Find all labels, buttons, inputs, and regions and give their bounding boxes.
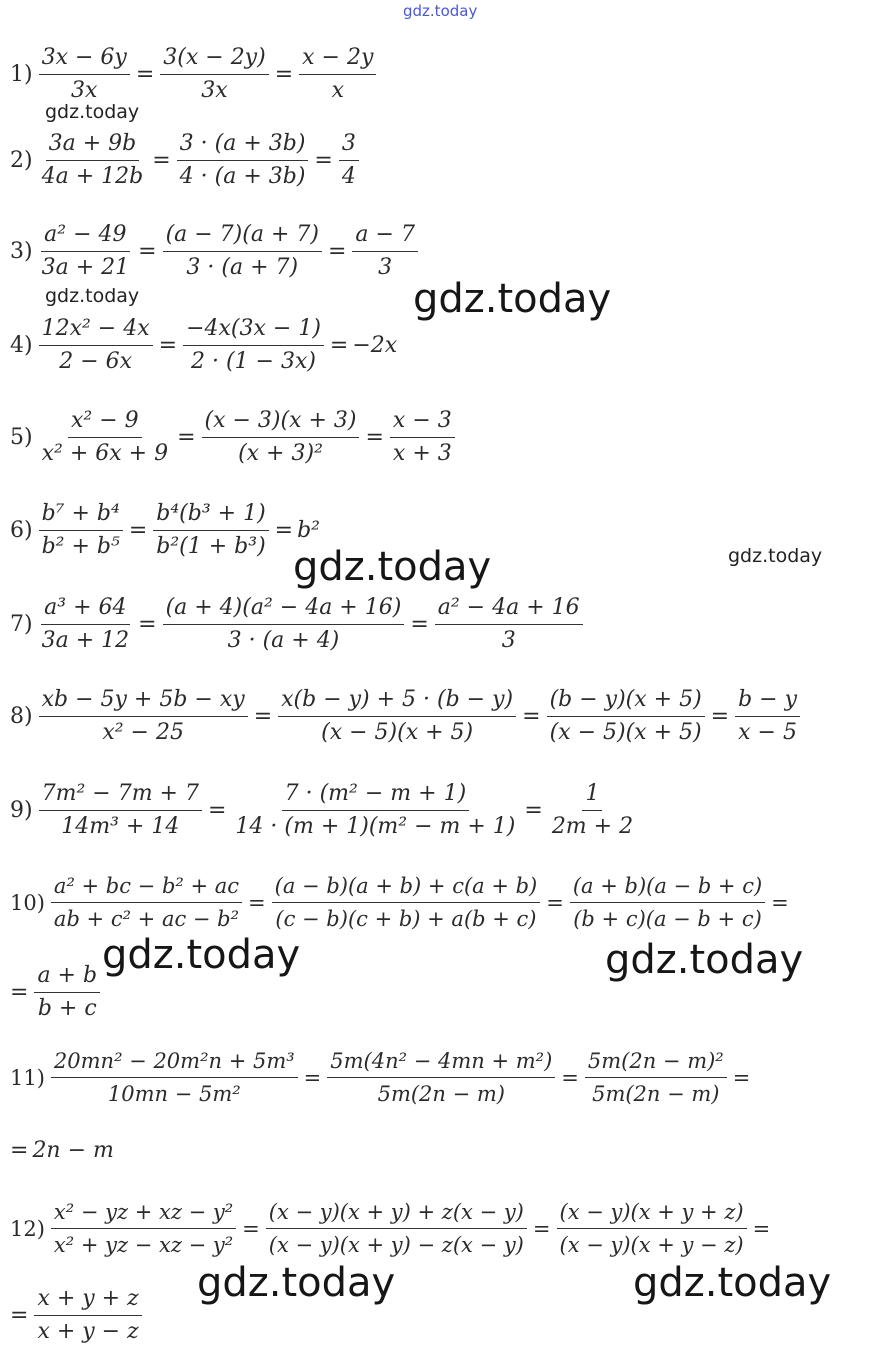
equals-sign: = (207, 798, 227, 823)
equals-sign: = (329, 333, 349, 358)
fraction (547, 684, 705, 749)
problem-11-continuation (10, 1138, 114, 1163)
denominator: 4 (341, 164, 356, 189)
denominator: 4 · (a + 3b) (179, 164, 306, 189)
equals-sign: = (128, 518, 148, 543)
numerator: b⁴(b³ + 1) (153, 498, 268, 531)
equals-sign: = (274, 518, 294, 543)
numerator: (x − y)(x + y + z) (557, 1196, 747, 1229)
fraction (39, 405, 171, 470)
fraction (390, 405, 455, 470)
equals-sign: = (710, 704, 730, 729)
numerator: (a − b)(a + b) + c(a + b) (272, 870, 541, 903)
equals-sign: = (138, 239, 157, 264)
result: b² (297, 518, 320, 543)
fraction (183, 313, 324, 378)
denominator: 4a + 12b (41, 164, 144, 189)
denominator: (c − b)(c + b) + a(b + c) (275, 907, 537, 931)
denominator: x + 3 (392, 441, 452, 466)
fraction (51, 1045, 298, 1110)
denominator: b² + b⁵ (41, 534, 120, 559)
problem-number: 5) (10, 425, 33, 450)
numerator: x − 3 (390, 405, 455, 438)
problem-6 (10, 498, 320, 563)
numerator: (x − y)(x + y) + z(x − y) (266, 1196, 527, 1229)
fraction (51, 1196, 236, 1261)
equals-sign: = (732, 1065, 751, 1090)
denominator: (x − y)(x + y) − z(x − y) (268, 1233, 524, 1257)
numerator: a + b (34, 960, 100, 993)
numerator: 3a + 9b (46, 128, 140, 161)
denominator: b + c (37, 996, 97, 1021)
denominator: (x − y)(x + y − z) (559, 1233, 744, 1257)
problem-3 (10, 219, 420, 284)
numerator: b⁷ + b⁴ (39, 498, 123, 531)
numerator: 3 · (a + 3b) (177, 128, 309, 161)
equals-sign: = (532, 1216, 551, 1241)
fraction (39, 592, 133, 657)
fraction (232, 778, 518, 843)
fraction (549, 778, 636, 843)
denominator: 3 (378, 255, 393, 280)
fraction (39, 498, 123, 563)
fraction (163, 592, 405, 657)
numerator: (x − 3)(x + 3) (202, 405, 360, 438)
numerator: x² − yz + xz − y² (51, 1196, 236, 1229)
numerator: (a + 4)(a² − 4a + 16) (163, 592, 405, 625)
fraction (39, 778, 202, 843)
denominator: x − 5 (738, 720, 797, 745)
problem-number: 3) (10, 239, 33, 264)
problem-number: 2) (10, 148, 33, 173)
result: −2x (352, 333, 398, 358)
denominator: 3x (201, 78, 228, 103)
equals-sign: = (135, 62, 155, 87)
equals-sign: = (522, 704, 541, 729)
denominator: 3 · (a + 4) (227, 628, 340, 653)
fraction (163, 219, 322, 284)
problem-5 (10, 405, 457, 470)
watermark-large: gdz.today (413, 276, 612, 322)
fraction (435, 592, 583, 657)
fraction (735, 684, 800, 749)
denominator: (b + c)(a − b + c) (573, 907, 762, 931)
numerator: a² + bc − b² + ac (51, 870, 242, 903)
denominator: 14 · (m + 1)(m² − m + 1) (235, 814, 516, 839)
equals-sign: = (177, 425, 196, 450)
watermark-large: gdz.today (102, 932, 301, 978)
fraction (153, 498, 268, 563)
numerator: a³ + 64 (41, 592, 129, 625)
numerator: (a − 7)(a + 7) (163, 219, 322, 252)
numerator: 3(x − 2y) (160, 42, 268, 75)
watermark-large: gdz.today (197, 1260, 396, 1306)
problem-7 (10, 592, 585, 657)
numerator: 20mn² − 20m²n + 5m³ (51, 1045, 298, 1078)
denominator: 5m(2n − m) (592, 1082, 720, 1106)
numerator: 3x − 6y (39, 42, 130, 75)
numerator: 7 · (m² − m + 1) (282, 778, 470, 811)
equals-sign: = (546, 890, 564, 915)
numerator: b − y (735, 684, 800, 717)
denominator: 10mn − 5m² (107, 1082, 241, 1106)
fraction (51, 870, 242, 935)
numerator: x − 2y (299, 42, 376, 75)
denominator: (x − 5)(x + 5) (549, 720, 702, 745)
fraction (352, 219, 418, 284)
watermark-small: gdz.today (45, 285, 140, 307)
fraction (177, 128, 309, 193)
equals-sign: = (771, 890, 789, 915)
numerator: 5m(2n − m)² (585, 1045, 727, 1078)
problem-number: 4) (10, 333, 33, 358)
fraction (272, 870, 541, 935)
denominator: b²(1 + b³) (156, 534, 266, 559)
denominator: 2m + 2 (551, 814, 634, 839)
fraction (339, 128, 359, 193)
numerator: 1 (582, 778, 602, 811)
denominator: 3 · (a + 7) (186, 255, 299, 280)
problem-12 (10, 1196, 774, 1261)
problem-number: 9) (10, 798, 33, 823)
equals-sign: = (242, 1216, 260, 1241)
numerator: (a + b)(a − b + c) (570, 870, 765, 903)
denominator: ab + c² + ac − b² (53, 907, 240, 931)
fraction (557, 1196, 747, 1261)
fraction (39, 313, 153, 378)
equals-sign: = (524, 798, 543, 823)
denominator: 3x (71, 78, 98, 103)
numerator: a − 7 (352, 219, 418, 252)
fraction (39, 684, 248, 749)
problem-number: 12) (10, 1216, 45, 1241)
watermark-large: gdz.today (633, 1260, 832, 1306)
equals-sign: = (10, 980, 29, 1005)
problem-10 (10, 870, 793, 935)
numerator: x² − 9 (68, 405, 142, 438)
denominator: 14m³ + 14 (61, 814, 180, 839)
denominator: 2 · (1 − 3x) (191, 349, 316, 374)
numerator: −4x(3x − 1) (183, 313, 324, 346)
denominator: 3a + 21 (41, 255, 130, 280)
equals-sign: = (327, 239, 347, 264)
denominator: x² + yz − xz − y² (53, 1233, 234, 1257)
equals-sign: = (752, 1216, 771, 1241)
problem-number: 8) (10, 704, 33, 729)
equals-sign: = (365, 425, 384, 450)
problem-4 (10, 313, 397, 378)
numerator: a² − 4a + 16 (435, 592, 583, 625)
equals-sign: = (303, 1065, 322, 1090)
denominator: x² + 6x + 9 (41, 441, 169, 466)
numerator: 7m² − 7m + 7 (39, 778, 202, 811)
fraction (266, 1196, 527, 1261)
numerator: (b − y)(x + 5) (547, 684, 705, 717)
fraction (299, 42, 376, 107)
watermark-large: gdz.today (605, 937, 804, 983)
numerator: x(b − y) + 5 · (b − y) (278, 684, 516, 717)
fraction (34, 1283, 141, 1348)
equals-sign: = (410, 612, 429, 637)
fraction (585, 1045, 727, 1110)
denominator: 2 − 6x (59, 349, 133, 374)
denominator: 5m(2n − m) (377, 1082, 505, 1106)
denominator: x (331, 78, 344, 103)
fraction (39, 219, 133, 284)
problem-12-continuation (10, 1283, 144, 1348)
denominator: 3a + 12 (41, 628, 130, 653)
numerator: 5m(4n² − 4mn + m²) (327, 1045, 555, 1078)
problem-number: 11) (10, 1065, 45, 1090)
problem-2 (10, 128, 361, 193)
equals-sign: = (274, 62, 294, 87)
problem-number: 6) (10, 518, 33, 543)
fraction (160, 42, 268, 107)
result: 2n − m (32, 1138, 114, 1163)
equals-sign: = (10, 1138, 29, 1163)
equals-sign: = (158, 333, 178, 358)
problem-11 (10, 1045, 754, 1110)
numerator: x + y + z (34, 1283, 141, 1316)
fraction (39, 128, 147, 193)
fraction (278, 684, 516, 749)
denominator: (x + 3)² (238, 441, 323, 466)
equals-sign: = (152, 148, 171, 173)
denominator: x² − 25 (102, 720, 184, 745)
numerator: 12x² − 4x (39, 313, 153, 346)
problem-10-continuation (10, 960, 102, 1025)
fraction (202, 405, 360, 470)
fraction (327, 1045, 555, 1110)
equals-sign: = (314, 148, 333, 173)
equals-sign: = (138, 612, 157, 637)
problem-1 (10, 42, 378, 107)
numerator: xb − 5y + 5b − xy (39, 684, 248, 717)
equals-sign: = (561, 1065, 579, 1090)
denominator: x + y − z (37, 1319, 139, 1344)
problem-number: 10) (10, 890, 45, 915)
denominator: 3 (501, 628, 516, 653)
problem-number: 7) (10, 612, 33, 637)
numerator: a² − 49 (41, 219, 129, 252)
denominator: (x − 5)(x + 5) (321, 720, 474, 745)
fraction (39, 42, 130, 107)
watermark-small: gdz.today (45, 101, 140, 123)
watermark-small: gdz.today (728, 545, 823, 567)
watermark-top: gdz.today (403, 2, 478, 20)
numerator: 3 (339, 128, 359, 161)
equals-sign: = (10, 1303, 29, 1328)
problem-8 (10, 684, 802, 749)
problem-number: 1) (10, 62, 33, 87)
watermark-large: gdz.today (293, 544, 492, 590)
fraction (570, 870, 765, 935)
fraction (34, 960, 100, 1025)
problem-9 (10, 778, 638, 843)
equals-sign: = (248, 890, 266, 915)
equals-sign: = (253, 704, 273, 729)
